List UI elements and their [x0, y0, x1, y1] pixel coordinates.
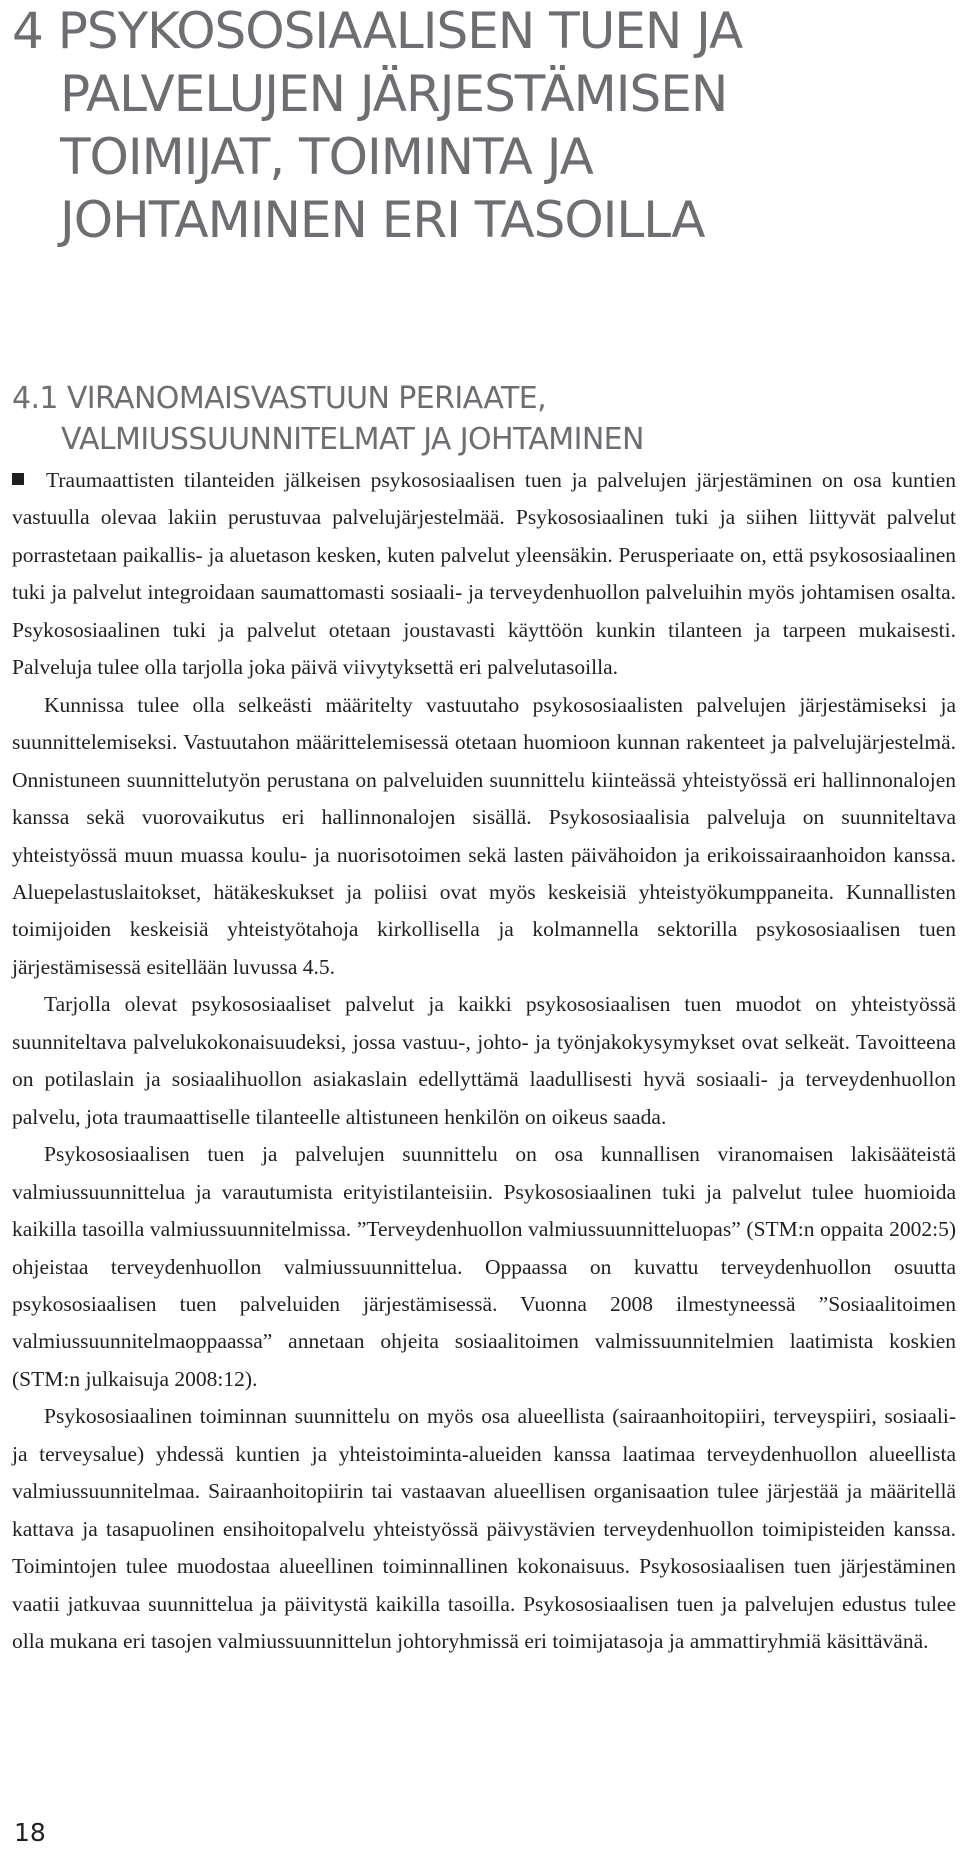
paragraph: Tarjolla olevat psykososiaaliset palvelut ja kaikki psykososiaalisen tuen muodot on yhteistyössä suunniteltava palvelukokonaisuudeksi, jossa vastuu-, johto- ja työnjakokysymykset ovat selkeät. Tavoitteena on potilaslain ja sosiaalihuollon asiakaslain edellyttämä laadullisesti hyvä sosiaali- ja terveydenhuollon palvelu, jota traumaattiselle tilanteelle altistuneen henkilön on oikeus saada.	[12, 992, 956, 1129]
section-title-line: 4.1 VIRANOMAISVASTUUN PERIAATE,	[12, 381, 547, 416]
section-title	[12, 378, 942, 460]
paragraph	[12, 462, 956, 687]
paragraph: Psykososiaalinen toiminnan suunnittelu on myös osa alueellista (sairaanhoitopiiri, terveyspiiri, sosiaali- ja terveysalue) yhdessä kuntien ja yhteistoiminta-alueiden kanssa laatimaa terveydenhuollon alueellista valmiussuunnitelmaa. Sairaanhoitopiirin tai vastaavan alueellisen organisaation tulee järjestää ja määritellä kattava ja tasapuolinen ensihoitopalvelu yhteistyössä päivystävien terveydenhuollon toimipisteiden kanssa. Toimintojen tulee muodostaa alueellinen toiminnallinen kokonaisuus. Psykososiaalisen tuen järjestäminen vaatii jatkuvaa suunnittelua ja päivitystä kaikilla tasoilla. Psykososiaalisen tuen ja palvelujen edustus tulee olla mukana eri tasojen valmiussuunnittelun johtoryhmissä eri toimijatasoja ja ammattiryhmiä käsittävänä.	[12, 1404, 956, 1654]
paragraph: Kunnissa tulee olla selkeästi määritelty vastuutaho psykososiaalisten palvelujen järjestämiseksi ja suunnittelemiseksi. Vastuutahon määrittelemisessä otetaan huomioon kunnan rakenteet ja palvelujärjestelmä. Onnistuneen suunnittelutyön perustana on palveluiden suunnittelu kiinteässä yhteistyössä eri hallinnonalojen kanssa sekä vuorovaikutus eri hallinnonalojen sisällä. Psykososiaalisia palveluja on suunniteltava yhteistyössä muun muassa koulu- ja nuorisotoimen sekä lasten päivähoidon ja erikoissairaanhoidon kanssa. Aluepelastuslaitokset, hätäkeskukset ja poliisi ovat myös keskeisiä yhteistyökumppaneita. Kunnallisten toimijoiden keskeisiä yhteistyötahoja kirkollisella ja kolmannella sektorilla psykososiaalisen tuen järjestämisessä esitellään luvussa 4.5.	[12, 692, 956, 979]
chapter-title-line: JOHTAMINEN ERI TASOILLA	[60, 191, 705, 249]
page-number: 18	[14, 1818, 46, 1847]
square-bullet-icon	[12, 473, 24, 485]
chapter-title-line: PALVELUJEN JÄRJESTÄMISEN	[60, 65, 728, 123]
chapter-title	[12, 0, 942, 252]
paragraph-text: Traumaattisten tilanteiden jälkeisen psykososiaalisen tuen ja palvelujen järjestäminen on osa kuntien vastuulla olevaa lakiin perustuvaa palvelujärjestelmää. Psykososiaalinen tuki ja siihen liittyvät palvelut porrastetaan paikallis- ja aluetason kesken, kuten palvelut yleensäkin. Perusperiaate on, että psykososiaalinen tuki ja palvelut integroidaan saumattomasti sosiaali- ja terveydenhuollon palveluihin myös johtamisen osalta. Psykososiaalinen tuki ja palvelut otetaan joustavasti käyttöön kunkin tilanteen ja tarpeen mukaisesti. Palveluja tulee olla tarjolla joka päivä viivytyksettä eri palvelutasoilla.	[12, 468, 956, 680]
section-title-line: VALMIUSSUUNNITELMAT JA JOHTAMINEN	[61, 422, 644, 457]
chapter-title-line: TOIMIJAT, TOIMINTA JA	[60, 128, 593, 186]
paragraph: Psykososiaalisen tuen ja palvelujen suunnittelu on osa kunnallisen viranomaisen lakisääteistä valmiussuunnittelua ja varautumista erityistilanteisiin. Psykososiaalinen tuki ja palvelut tulee huomioida kaikilla tasoilla valmiussuunnitelmissa. ”Terveydenhuollon valmiussuunnitteluopas” (STM:n oppaita 2002:5) ohjeistaa terveydenhuollon valmiussuunnittelua. Oppaassa on kuvattu terveydenhuollon osuutta psykososiaalisen tuen palveluiden järjestämisessä. Vuonna 2008 ilmestyneessä ”Sosiaalitoimen valmiussuunnitelmaoppaassa” annetaan ohjeita sosiaalitoimen valmissuunnitelmien laatimista koskien (STM:n julkaisuja 2008:12).	[12, 1142, 956, 1391]
chapter-title-line: 4 PSYKOSOSIAALISEN TUEN JA	[12, 2, 743, 60]
body-text	[12, 462, 956, 1661]
